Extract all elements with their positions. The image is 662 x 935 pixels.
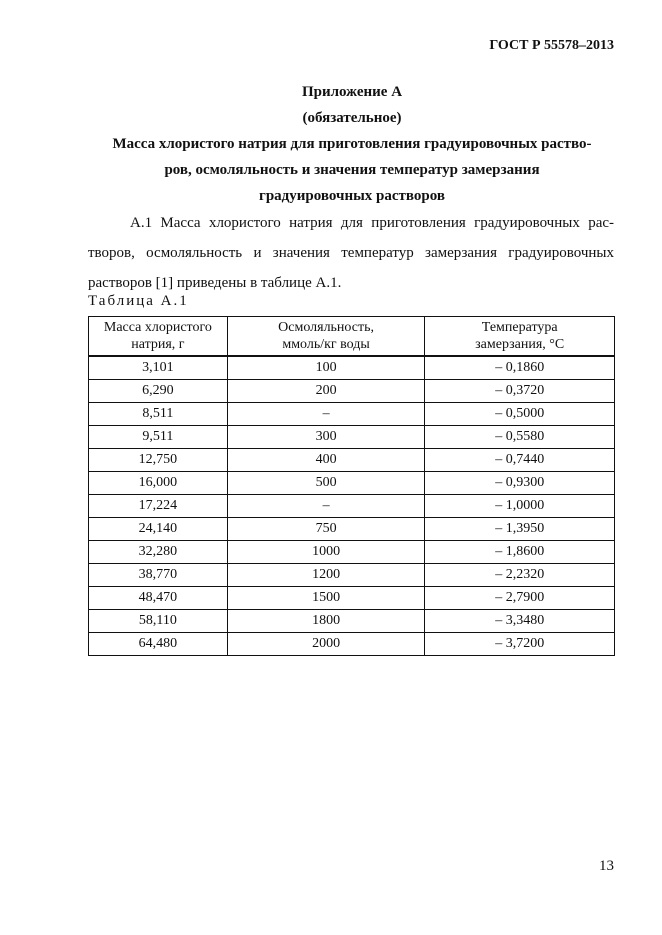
cell-freezing-temp: – 1,8600 <box>425 541 615 564</box>
header-freezing-temp <box>425 317 615 357</box>
paragraph-line-2: творов, осмоляльность и значения температур замерзания градуировочных <box>88 245 614 261</box>
table-row <box>89 449 615 472</box>
cell-mass: 64,480 <box>89 633 228 656</box>
cell-freezing-temp: – 2,2320 <box>425 564 615 587</box>
standard-id: ГОСТ Р 55578–2013 <box>489 38 614 53</box>
table-row <box>89 541 615 564</box>
body-paragraph <box>88 208 614 298</box>
header-freezing-temp-line-1: Температура <box>481 320 558 335</box>
table-row <box>89 403 615 426</box>
appendix-title: Приложение А <box>301 84 403 100</box>
table-row <box>89 356 615 380</box>
appendix-subject-line-3: градуировочных растворов <box>259 188 445 204</box>
table-row <box>89 518 615 541</box>
cell-freezing-temp: – 3,3480 <box>425 610 615 633</box>
cell-mass: 38,770 <box>89 564 228 587</box>
cell-mass: 48,470 <box>89 587 228 610</box>
header-freezing-temp-line-2: замерзания, °С <box>475 337 565 352</box>
cell-mass: 24,140 <box>89 518 228 541</box>
cell-osmolality: 1200 <box>227 564 425 587</box>
cell-osmolality: 1800 <box>227 610 425 633</box>
table-header-row <box>89 317 615 357</box>
cell-freezing-temp: – 0,1860 <box>425 356 615 380</box>
appendix-subject-line-1: Масса хлористого натрия для приготовления градуировочных раство- <box>112 136 592 152</box>
cell-freezing-temp: – 0,7440 <box>425 449 615 472</box>
header-osmolality-line-2: ммоль/кг воды <box>282 337 370 352</box>
cell-freezing-temp: – 1,3950 <box>425 518 615 541</box>
cell-freezing-temp: – 0,5580 <box>425 426 615 449</box>
cell-osmolality: – <box>227 495 425 518</box>
cell-mass: 3,101 <box>89 356 228 380</box>
cell-freezing-temp: – 2,7900 <box>425 587 615 610</box>
table-caption: Таблица А.1 <box>88 293 189 309</box>
cell-osmolality: 200 <box>227 380 425 403</box>
header-mass-line-2: натрия, г <box>131 337 185 352</box>
data-table <box>88 316 615 656</box>
cell-osmolality: 1000 <box>227 541 425 564</box>
cell-freezing-temp: – 3,7200 <box>425 633 615 656</box>
cell-mass: 32,280 <box>89 541 228 564</box>
cell-freezing-temp: – 1,0000 <box>425 495 615 518</box>
header-osmolality <box>227 317 425 357</box>
cell-osmolality: 100 <box>227 356 425 380</box>
cell-mass: 16,000 <box>89 472 228 495</box>
table-row <box>89 426 615 449</box>
cell-osmolality: 2000 <box>227 633 425 656</box>
table-row <box>89 610 615 633</box>
appendix-status: (обязательное) <box>302 110 402 126</box>
cell-mass: 58,110 <box>89 610 228 633</box>
table-row <box>89 495 615 518</box>
appendix-subject-line-2: ров, осмоляльность и значения температур замерзания <box>164 162 540 178</box>
table-row <box>89 564 615 587</box>
cell-osmolality: 750 <box>227 518 425 541</box>
cell-mass: 6,290 <box>89 380 228 403</box>
paragraph-line-3: растворов [1] приведены в таблице А.1. <box>88 275 342 291</box>
header-osmolality-line-1: Осмоляльность, <box>278 320 374 335</box>
cell-mass: 17,224 <box>89 495 228 518</box>
table-row <box>89 380 615 403</box>
table-row <box>89 472 615 495</box>
cell-osmolality: – <box>227 403 425 426</box>
cell-osmolality: 1500 <box>227 587 425 610</box>
header-mass-line-1: Масса хлористого <box>103 320 212 335</box>
table-row <box>89 633 615 656</box>
cell-freezing-temp: – 0,9300 <box>425 472 615 495</box>
cell-mass: 12,750 <box>89 449 228 472</box>
cell-freezing-temp: – 0,3720 <box>425 380 615 403</box>
appendix-heading <box>88 79 616 209</box>
page-number: 13 <box>599 858 614 874</box>
cell-freezing-temp: – 0,5000 <box>425 403 615 426</box>
cell-osmolality: 300 <box>227 426 425 449</box>
cell-osmolality: 400 <box>227 449 425 472</box>
cell-osmolality: 500 <box>227 472 425 495</box>
cell-mass: 8,511 <box>89 403 228 426</box>
cell-mass: 9,511 <box>89 426 228 449</box>
table-row <box>89 587 615 610</box>
header-mass <box>89 317 228 357</box>
paragraph-line-1: А.1 Масса хлористого натрия для приготовления градуировочных рас- <box>130 215 614 231</box>
